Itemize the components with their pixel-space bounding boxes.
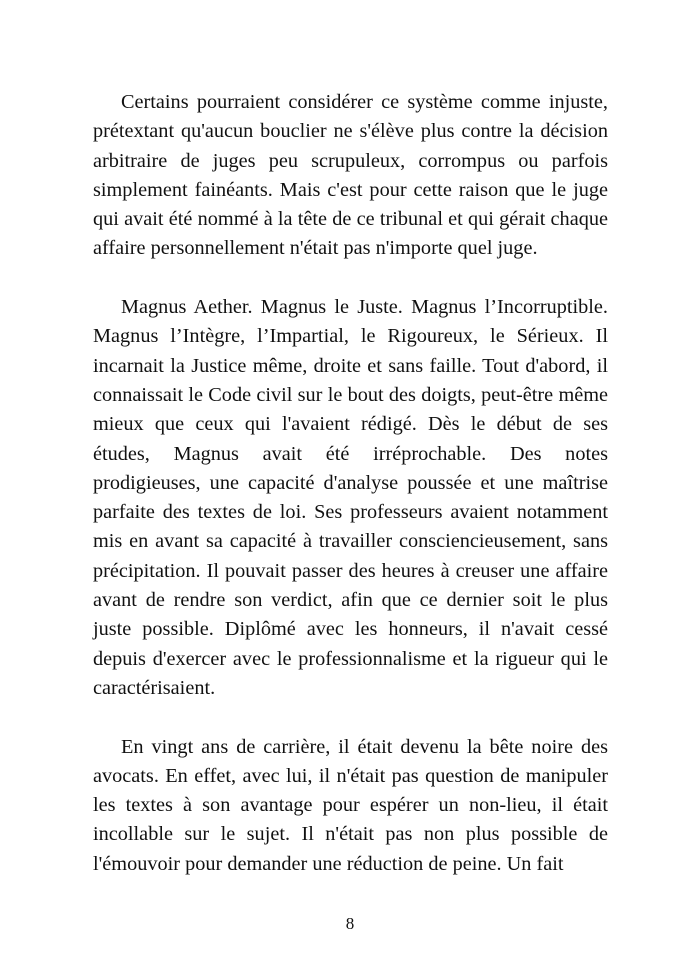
paragraph-2: Magnus Aether. Magnus le Juste. Magnus l’Incorruptible. Magnus l’Intègre, l’Impartial, le Rigoureux, le Sérieux. Il incarnait la Justice même, droite et sans faille. Tout d'abord, il connaissait le Code civil sur le bout des doigts, peut-être même mieux que ceux qui l'avaient rédigé. Dès le début de ses études, Magnus avait été irréprochable. Des notes prodigieuses, une capacité d'analyse poussée et une maîtrise parfaite des textes de loi. Ses professeurs avaient notamment mis en avant sa capacité à travailler consciencieusement, sans précipitation. Il pouvait passer des heures à creuser une affaire avant de rendre son verdict, afin que ce dernier soit le plus juste possible. Diplômé avec les honneurs, il n'avait cessé depuis d'exercer avec le professionnalisme et la rigueur qui le caractérisaient. bbox=[93, 296, 608, 699]
paragraph-3: En vingt ans de carrière, il était devenu la bête noire des avocats. En effet, avec lui, il n'était pas question de manipuler les textes à son avantage pour espérer un non-lieu, il était incollable sur le sujet. Il n'était pas non plus possible de l'émouvoir pour demander une réduction de peine. Un fait bbox=[93, 735, 608, 875]
paragraph-1: Certains pourraient considérer ce système comme injuste, prétextant qu'aucun bouclier ne s'élève plus contre la décision arbitraire de juges peu scrupuleux, corrompus ou parfois simplement fainéants. Mais c'est pour cette raison que le juge qui avait été nommé à la tête de ce tribunal et qui gérait chaque affaire personnellement n'était pas n'importe quel juge. bbox=[93, 91, 608, 260]
body-text bbox=[93, 88, 608, 879]
page-number: 8 bbox=[345, 914, 355, 933]
